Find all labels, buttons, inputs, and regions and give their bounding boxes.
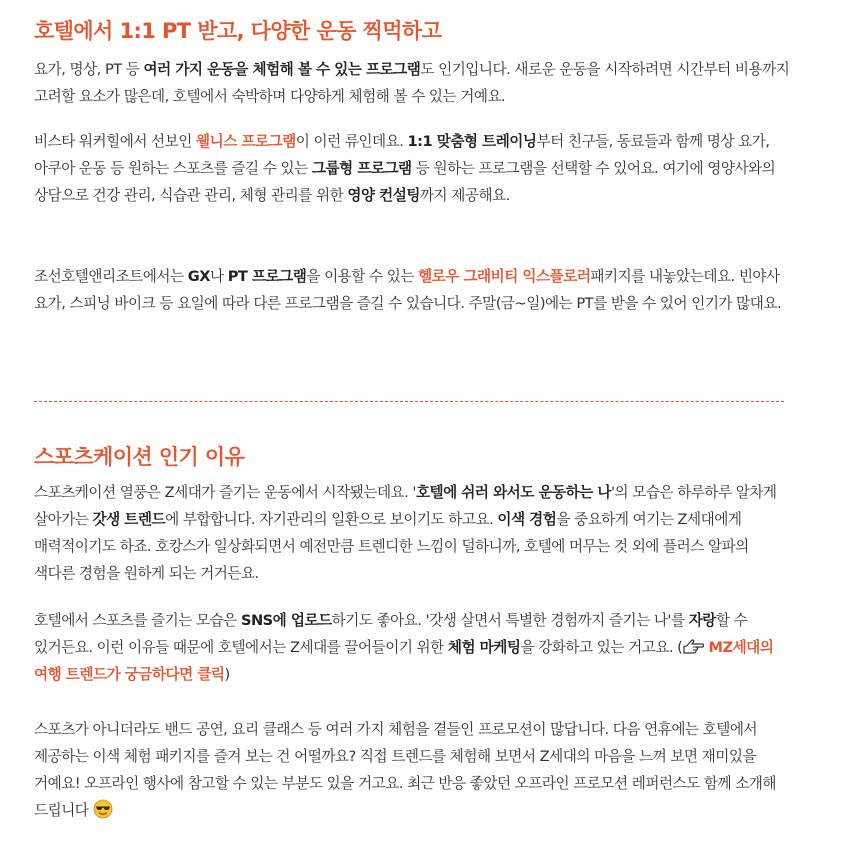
bold-text: PT 프로그램 (227, 268, 307, 285)
highlight-hello-gravity: 헬로우 그래비티 익스플로러 (418, 268, 591, 285)
bold-text: 자랑 (688, 612, 716, 629)
paragraph-z-generation (34, 479, 792, 587)
bold-text: SNS에 업로드 (240, 612, 332, 629)
section-title-sportscation-reasons: 스포츠케이션 인기 이유 (34, 445, 245, 469)
text-run: ) (224, 666, 230, 683)
text-run: 비스타 워커힐에서 선보인 (34, 133, 196, 150)
section-divider (34, 401, 784, 402)
text-run: 을 강화하고 있는 거고요. ( (520, 639, 683, 656)
paragraph-promotions (34, 716, 792, 824)
text-run: 패키지를 내놓았는데요. 빈야사 요가, 스피닝 바이크 등 요일에 따라 다른 프로그램을 즐길 수 있습니다. 주말(금~일)에는 PT를 받을 수 있어 인기가 많대요. (34, 268, 782, 312)
text-run: 요가, 명상, PT 등 (34, 61, 144, 78)
text-run: '의 모습은 하루하루 알차게 살아가는 (34, 484, 777, 528)
text-run: 도 인기입니다. 새로운 운동을 시작하려면 시간부터 비용까지 고려할 요소가 많은데, 호텔에서 숙박하며 다양하게 체험해 볼 수 있는 거예요. (34, 61, 790, 105)
bold-text: 체험 마케팅 (447, 639, 521, 656)
pointing-hand-icon (682, 639, 704, 655)
paragraph-vista-walkerhill (34, 128, 792, 209)
text-run: 이 이런 류인데요. (295, 133, 408, 150)
highlight-wellness-program: 웰니스 프로그램 (196, 133, 296, 150)
text-run: 에 부합합니다. 자기관리의 일환으로 보이기도 하고요. (165, 511, 498, 528)
text-run: 부터 친구들, 동료들과 함께 명상 요가, 아쿠아 운동 등 원하는 스포츠를 즐길 수 있는 (34, 133, 770, 177)
text-run: 호텔에서 스포츠를 즐기는 모습은 (34, 612, 241, 629)
text-run: 할 수 있거든요. 이런 이유들 때문에 호텔에서는 Z세대를 끌어들이기 위한 (34, 612, 748, 656)
bold-text: 이색 경험 (497, 511, 557, 528)
text-run: 조선호텔앤리조트에서는 (34, 268, 188, 285)
bold-text: 호텔에 쉬러 와서도 운동하는 나 (415, 484, 612, 501)
paragraph-sns-upload (34, 607, 792, 688)
text-run: 까지 제공해요. (419, 187, 510, 204)
bold-text: 그룹형 프로그램 (311, 160, 412, 177)
section-title-sports-program: 호텔에서 1:1 PT 받고, 다양한 운동 찍먹하고 (34, 19, 442, 43)
text-run: 스포츠가 아니더라도 밴드 공연, 요리 클래스 등 여러 가지 체험을 곁들인 프로모션이 많답니다. 다음 연휴에는 호텔에서 제공하는 이색 체험 패키지를 즐겨 보는 건 어떨까요? 직접 트렌드를 체험해 보면서 Z세대의 마음을 느껴 보면 재미있을 거예요! 오프라인 행사에 참고할 수 있는 부분도 있을 거고요. 최근 반응 좋았던 오프라인 프로모션 레퍼런스도 함께 소개해 드립니다 (34, 721, 776, 819)
paragraph-intro (34, 56, 792, 110)
text-run: 을 중요하게 여기는 Z세대에게 매력적이기도 하죠. 호캉스가 일상화되면서 예전만큼 트렌디한 느낌이 덜하니까, 호텔에 머무는 것 외에 플러스 알파의 색다른 경험을 원하게 되는 거거든요. (34, 511, 749, 582)
bold-text: 1:1 맞춤형 트레이닝 (407, 133, 537, 150)
bold-text: 여러 가지 운동을 체험해 볼 수 있는 프로그램 (143, 61, 421, 78)
bold-text: GX (187, 268, 210, 285)
text-run: 스포츠케이션 열풍은 Z세대가 즐기는 운동에서 시작됐는데요. ' (34, 484, 416, 501)
bold-text: 영양 컨설팅 (347, 187, 420, 204)
mz-travel-trend-link[interactable]: MZ세대의 여행 트렌드가 궁금하다면 클릭 (34, 639, 774, 683)
text-run: 을 이용할 수 있는 (306, 268, 419, 285)
text-run: 나 (209, 268, 228, 285)
text-run: 등 원하는 프로그램을 선택할 수 있어요. 여기에 영양사와의 상담으로 건강 관리, 식습관 관리, 체형 관리를 위한 (34, 160, 776, 204)
sunglasses-face-icon (93, 799, 113, 819)
paragraph-josun-hotel (34, 263, 792, 317)
text-run: 하기도 좋아요. '갓생 살면서 특별한 경험까지 즐기는 나'를 (331, 612, 689, 629)
bold-text: 갓생 트렌드 (92, 511, 166, 528)
